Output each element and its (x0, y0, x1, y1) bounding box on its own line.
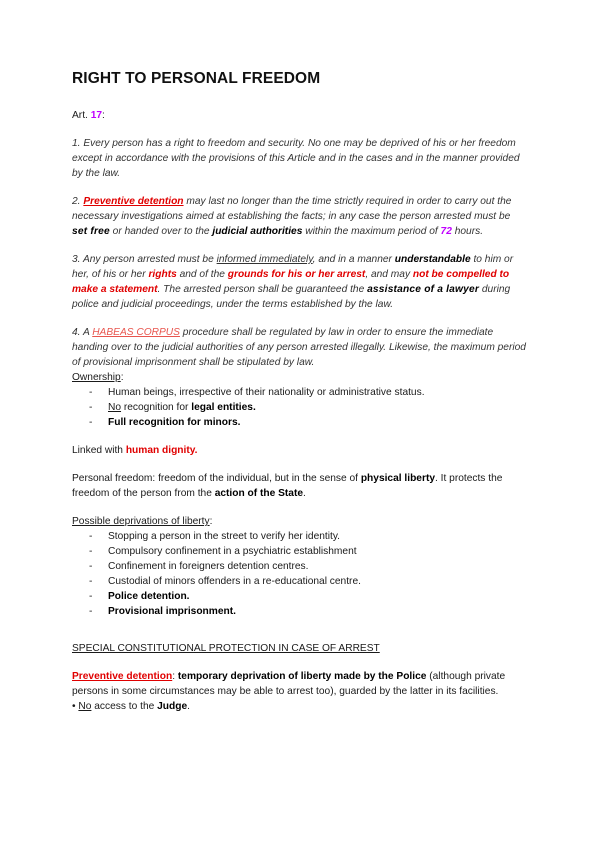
temporary-deprivation-term: temporary deprivation of liberty made by the Police (177, 671, 427, 682)
bullet: • (72, 701, 79, 712)
p3-text: to him or her, of his or her (72, 254, 514, 280)
list-item (89, 400, 528, 415)
p2-text: hours. (451, 226, 484, 237)
list-item (89, 415, 528, 430)
p2-text: or handed over to the (109, 226, 213, 237)
paragraph-3 (72, 252, 528, 312)
p3-text: . The arrested person shall be guaranteed the (157, 284, 368, 295)
no-term: No (78, 701, 92, 712)
ownership-heading (72, 370, 528, 385)
deprivations-heading (72, 514, 528, 529)
deprivations-list (72, 529, 528, 619)
p2-text: within the maximum period of (302, 226, 441, 237)
p3-text: , and may (365, 269, 413, 280)
prev-text: (although private persons in some circumstances may be able to arrest too), guarded by the latter in its facilities. (72, 671, 506, 697)
lawyer-term: assistance of a lawyer (367, 284, 480, 295)
p2-text: 2. (72, 196, 84, 207)
paragraph-1: 1. Every person has a right to freedom and security. No one may be deprived of his or her freedom except in accordance with the provisions of this Article and in the cases and in the manner provided by the law. (72, 138, 520, 179)
not-compelled-term: not be compelled to make a statement (72, 269, 510, 295)
list-item: - Human beings, irrespective of their nationality or administrative status. (89, 385, 528, 400)
p4-text: 4. A (72, 327, 93, 338)
preventive-detention-term: Preventive detention (83, 196, 184, 207)
personal-text: Personal freedom: freedom of the individual, but in the sense of (72, 473, 361, 484)
action-of-state-term: action of the State (214, 488, 304, 499)
paragraph-2 (72, 194, 528, 239)
ownership-colon: : (120, 372, 124, 383)
human-dignity-term: human dignity. (125, 445, 198, 456)
personal-text: . It protects the freedom of the person from the (72, 473, 503, 499)
p4-text: procedure shall be regulated by law in order to ensure the immediate handing over to the judicial authorities of any person arrested illegally. Likewise, the maximum period of provisional imprisonment shall be stipulated by law. (72, 327, 526, 368)
preventive-detention-paragraph (72, 669, 528, 699)
access-text: . (187, 701, 190, 712)
list-text: recognition for (121, 402, 192, 413)
judicial-authorities-term: judicial authorities (212, 226, 303, 237)
understandable-term: understandable (394, 254, 471, 265)
grounds-term: grounds for his or her arrest (227, 269, 366, 280)
p3-text: , and in a manner (312, 254, 395, 265)
p3-text: 3. Any person arrested must be (72, 254, 217, 265)
provisional-imprisonment-term: Provisional imprisonment. (108, 606, 236, 617)
personal-text: . (303, 488, 306, 499)
list-item: - Custodial of minors offenders in a re-educational centre. (89, 574, 528, 589)
no-term: No (108, 402, 122, 413)
access-line (72, 699, 528, 714)
minors-term: Full recognition for minors. (108, 417, 241, 428)
list-item (89, 589, 528, 604)
ownership-label: Ownership (72, 372, 121, 383)
paragraph-4 (72, 325, 528, 370)
ownership-list (72, 385, 528, 430)
list-item: - Compulsory confinement in a psychiatric establishment (89, 544, 528, 559)
article-prefix: Art. (72, 110, 91, 121)
list-item: - Stopping a person in the street to verify her identity. (89, 529, 528, 544)
hours-number: 72 (440, 226, 452, 237)
article-colon: : (102, 110, 105, 121)
informed-immediately-term: informed immediately (216, 254, 313, 265)
prev-text: : (172, 671, 178, 682)
special-protection-heading: SPECIAL CONSTITUTIONAL PROTECTION IN CASE OF ARREST (72, 643, 380, 654)
judge-term: Judge (157, 701, 188, 712)
article-number: 17 (90, 110, 103, 121)
list-item: - Confinement in foreigners detention centres. (89, 559, 528, 574)
legal-entities-term: legal entities. (191, 402, 256, 413)
linked-line (72, 443, 528, 458)
police-detention-term: Police detention. (108, 591, 190, 602)
habeas-corpus-term: HABEAS CORPUS (92, 327, 180, 338)
rights-term: rights (148, 269, 177, 280)
deprivations-label: Possible deprivations of liberty (72, 516, 210, 527)
linked-text: Linked with (72, 445, 126, 456)
list-item (89, 604, 528, 619)
p2-text: may last no longer than the time strictly required in order to carry out the necessary investigations aimed at establishing the facts; in any case the person arrested must be (72, 196, 512, 222)
article-label (72, 108, 528, 123)
personal-freedom-paragraph (72, 471, 528, 501)
deprivations-colon: : (209, 516, 213, 527)
physical-liberty-term: physical liberty (360, 473, 436, 484)
p3-text: during police and judicial proceedings, under the terms established by the law. (72, 284, 511, 310)
access-text: access to the (91, 701, 158, 712)
preventive-detention-term: Preventive detention (72, 671, 173, 682)
set-free-term: set free (72, 226, 110, 237)
p3-text: and of the (176, 269, 228, 280)
page-title: RIGHT TO PERSONAL FREEDOM (72, 70, 321, 87)
